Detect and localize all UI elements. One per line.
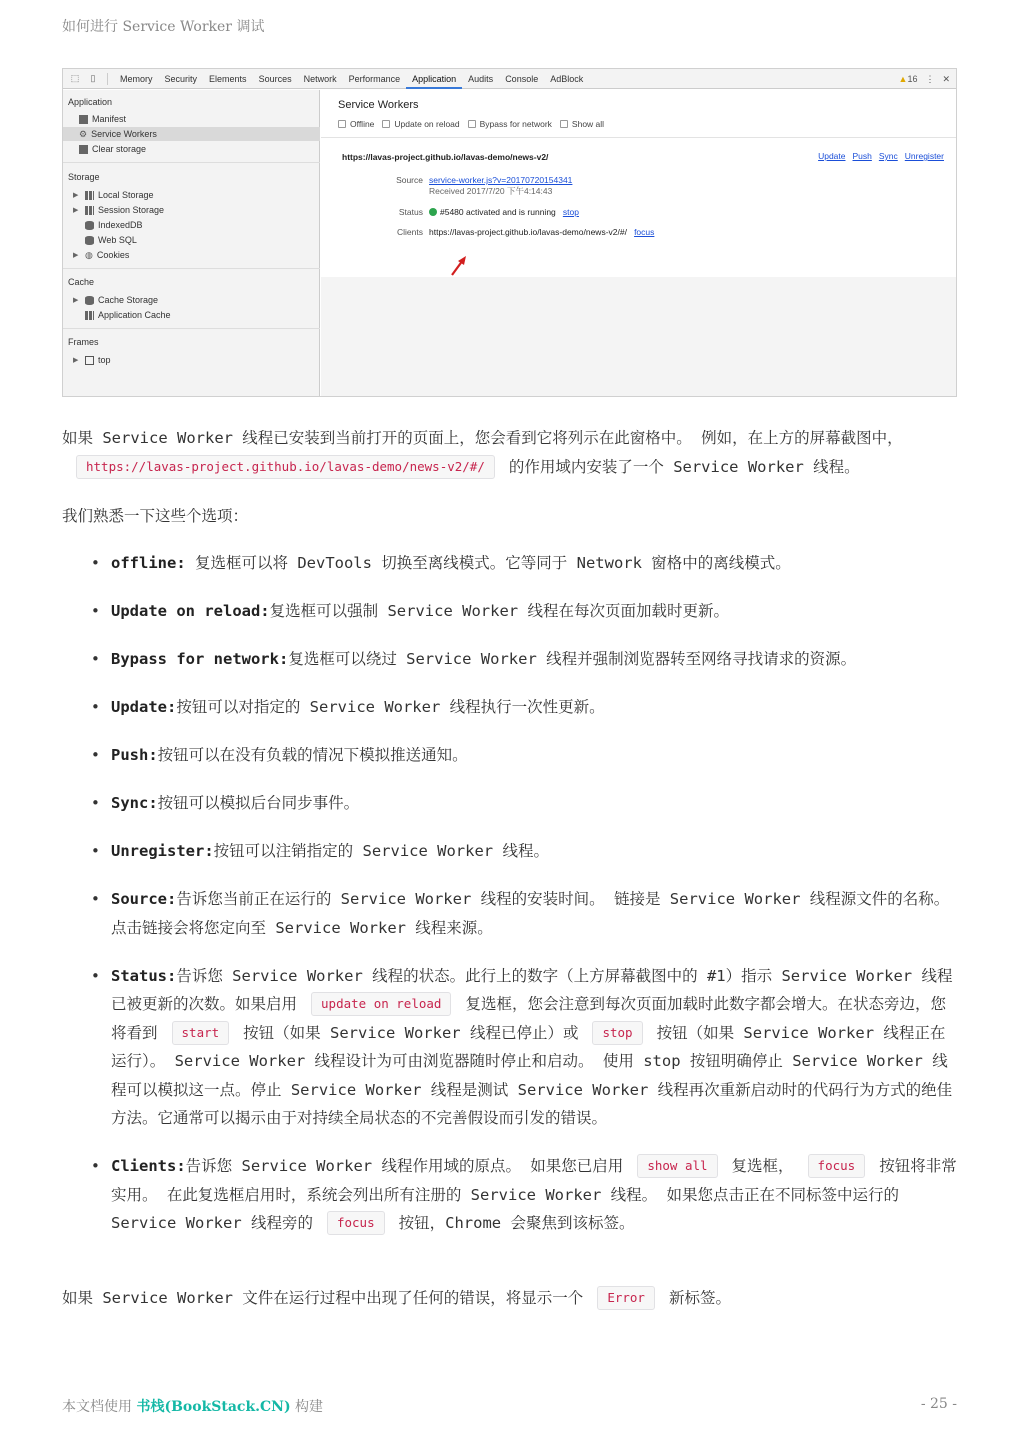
expand-icon[interactable]: ▶ xyxy=(73,192,79,199)
sidebar-item-local-storage[interactable]: ▶ Local Storage xyxy=(73,190,154,200)
list-item-update: • Update:按钮可以对指定的 Service Worker 线程执行一次性更新。 xyxy=(90,693,958,722)
bypass-for-network-checkbox[interactable]: Bypass for network xyxy=(468,119,552,129)
devtools-screenshot xyxy=(62,68,957,397)
list-item-unregister: • Unregister:按钮可以注销指定的 Service Worker 线程。 xyxy=(90,837,958,866)
toolbar-divider xyxy=(107,73,108,85)
inline-code-focus: focus xyxy=(327,1211,385,1235)
more-menu-icon[interactable]: ⋮ xyxy=(925,73,935,84)
sidebar-item-websql[interactable]: Web SQL xyxy=(85,233,137,247)
list-item-sync: • Sync:按钮可以模拟后台同步事件。 xyxy=(90,789,958,818)
sidebar-group-cache: Cache xyxy=(68,277,95,287)
warning-indicator[interactable] xyxy=(899,74,918,84)
panel-options xyxy=(338,119,604,129)
expand-icon[interactable]: ▶ xyxy=(73,252,79,259)
sidebar-item-manifest[interactable]: Manifest xyxy=(79,112,126,126)
list-item-source: • Source:告诉您当前正在运行的 Service Worker 线程的安装时间。 链接是 Service Worker 线程源文件的名称。点击链接会将您定向至 Service Worker 线程来源。 xyxy=(90,885,958,942)
cookie-icon: ◍ xyxy=(85,249,93,260)
sidebar-item-indexeddb[interactable]: IndexedDB xyxy=(85,218,143,232)
grid-icon xyxy=(85,311,94,320)
inspect-icon[interactable]: ⬚ xyxy=(70,73,80,83)
tab-security[interactable]: Security xyxy=(164,73,198,84)
database-icon xyxy=(85,221,94,230)
sidebar-item-top-frame[interactable]: ▶ top xyxy=(73,355,111,365)
list-item-offline: • offline: 复选框可以将 DevTools 切换至离线模式。它等同于 Network 窗格中的离线模式。 xyxy=(90,549,958,578)
sidebar-item-clear-storage[interactable]: Clear storage xyxy=(79,142,146,156)
application-sidebar xyxy=(63,90,320,397)
clients-url: https://lavas-project.github.io/lavas-demo/news-v2/#/ xyxy=(429,227,627,237)
devtools-toolbar xyxy=(63,69,956,89)
update-link[interactable]: Update xyxy=(818,151,846,161)
trash-icon xyxy=(79,145,88,154)
sidebar-item-application-cache[interactable]: Application Cache xyxy=(85,308,171,322)
status-value xyxy=(429,207,579,217)
tab-elements[interactable]: Elements xyxy=(209,73,247,84)
sidebar-group-storage: Storage xyxy=(68,172,100,182)
warning-count: 16 xyxy=(907,74,918,84)
update-on-reload-checkbox[interactable]: Update on reload xyxy=(382,119,459,129)
tab-sources[interactable]: Sources xyxy=(258,73,292,84)
database-icon xyxy=(85,296,94,305)
intro-paragraph: 如果 Service Worker 线程已安装到当前打开的页面上，您会看到它将列示在此窗格中。 例如，在上方的屏幕截图中，https://lavas-project.github.io/lavas-demo/news-v2/#/ 的作用域内安装了一个 Service Worker 线程。 xyxy=(62,424,957,481)
sidebar-divider xyxy=(63,268,320,269)
checkbox-box[interactable] xyxy=(382,120,390,128)
sidebar-item-service-workers[interactable]: ⚙ Service Workers xyxy=(63,127,320,141)
tab-adblock[interactable]: AdBlock xyxy=(550,73,584,84)
inline-code-update-on-reload: update on reload xyxy=(311,992,451,1016)
source-link[interactable]: service-worker.js?v=20170720154341 xyxy=(429,175,573,185)
tab-performance[interactable]: Performance xyxy=(348,73,401,84)
clients-label: Clients xyxy=(397,227,423,237)
expand-icon[interactable]: ▶ xyxy=(73,207,79,214)
sidebar-item-cookies[interactable]: ▶ ◍ Cookies xyxy=(73,249,130,260)
inline-code-start: start xyxy=(172,1021,230,1045)
gear-icon: ⚙ xyxy=(79,128,88,139)
sidebar-divider xyxy=(63,162,320,163)
sidebar-group-application: Application xyxy=(68,97,113,107)
inline-code-scope-url: https://lavas-project.github.io/lavas-demo/news-v2/#/ xyxy=(76,455,495,479)
list-item-clients: • Clients:告诉您 Service Worker 线程作用域的原点。 如果您已启用 show all 复选框， focus 按钮将非常实用。 在此复选框启用时，系统会列出所有注册的 Service Worker 线程。 如果您点击正在不同标签中运行的 Service Worker 线程旁的 focus 按钮，Chrome 会聚焦到该标签。 xyxy=(90,1152,958,1238)
status-text: #5480 activated and is running xyxy=(440,207,556,217)
sidebar-group-frames: Frames xyxy=(68,337,99,347)
tab-network[interactable]: Network xyxy=(303,73,337,84)
offline-checkbox[interactable]: Offline xyxy=(338,119,374,129)
document-icon xyxy=(79,115,88,124)
warning-icon: ▲ xyxy=(898,74,908,84)
list-item-push: • Push:按钮可以在没有负载的情况下模拟推送通知。 xyxy=(90,741,958,770)
footer-brand-link[interactable]: 书栈(BookStack.CN) xyxy=(136,1399,291,1415)
show-all-checkbox[interactable]: Show all xyxy=(560,119,604,129)
grid-icon xyxy=(85,191,94,200)
unregister-link[interactable]: Unregister xyxy=(904,151,944,161)
focus-link[interactable]: focus xyxy=(634,227,655,237)
received-time: Received 2017/7/20 下午4:14:43 xyxy=(429,186,553,196)
options-intro: 我们熟悉一下这些个选项： xyxy=(62,507,249,525)
inline-code-show-all: show all xyxy=(637,1154,717,1178)
checkbox-box[interactable] xyxy=(560,120,568,128)
checkbox-box[interactable] xyxy=(468,120,476,128)
grid-icon xyxy=(85,206,94,215)
checkbox-box[interactable] xyxy=(338,120,346,128)
error-paragraph: 如果 Service Worker 文件在运行过程中出现了任何的错误，将显示一个 Error 新标签。 xyxy=(62,1284,957,1313)
device-icon[interactable]: ▯ xyxy=(90,73,96,83)
list-item-bypass-for-network: • Bypass for network:复选框可以绕过 Service Worker 线程并强制浏览器转至网络寻找请求的资源。 xyxy=(90,645,958,674)
list-item-status: • Status:告诉您 Service Worker 线程的状态。此行上的数字（上方屏幕截图中的 #1）指示 Service Worker 线程已被更新的次数。如果启用 update on reload 复选框，您会注意到每次页面加载时此数字都会增大。在状态旁边，您将看到 start 按钮（如果 Service Worker 线程已停止）或 stop 按钮（如果 Service Worker 线程正在运行）。 Service Worker 线程设计为可由浏览器随时停止和启动。 使用 stop 按钮明确停止 Service Worker 线程可以模拟这一点。停止 Service Worker 线程是测试 Service Worker 线程再次重新启动时的代码行为方式的绝佳方法。它通常可以揭示由于对持续全局状态的不完善假设而引发的错误。 xyxy=(90,962,958,1133)
worker-scope: https://lavas-project.github.io/lavas-demo/news-v2/ xyxy=(342,152,549,162)
worker-actions xyxy=(818,151,944,161)
frame-icon xyxy=(85,356,94,365)
expand-icon[interactable]: ▶ xyxy=(73,357,79,364)
tab-console[interactable]: Console xyxy=(505,73,539,84)
options-list xyxy=(90,549,958,1257)
source-value xyxy=(429,175,572,197)
sidebar-item-cache-storage[interactable]: ▶ Cache Storage xyxy=(73,295,159,305)
panel-title: Service Workers xyxy=(338,99,419,111)
clients-value xyxy=(429,227,654,237)
tab-application[interactable]: Application xyxy=(406,69,462,89)
push-link[interactable]: Push xyxy=(852,151,872,161)
panel-divider xyxy=(321,137,956,138)
tab-audits[interactable]: Audits xyxy=(468,73,494,84)
inline-code-stop: stop xyxy=(592,1021,642,1045)
status-running-icon xyxy=(429,208,437,216)
expand-icon[interactable]: ▶ xyxy=(73,297,79,304)
list-item-update-on-reload: • Update on reload:复选框可以强制 Service Worker 线程在每次页面加载时更新。 xyxy=(90,597,958,626)
red-arrow-icon xyxy=(449,254,469,278)
footer-credit: 本文档使用 书栈(BookStack.CN) 构建 xyxy=(62,1399,324,1415)
tab-memory[interactable]: Memory xyxy=(120,73,153,84)
sidebar-item-session-storage[interactable]: ▶ Session Storage xyxy=(73,205,165,215)
stop-link[interactable]: stop xyxy=(562,207,579,217)
page-header-title: 如何进行 Service Worker 调试 xyxy=(62,19,265,35)
database-icon xyxy=(85,236,94,245)
source-label: Source xyxy=(396,175,423,185)
inline-code-focus: focus xyxy=(808,1154,866,1178)
inline-code-error: Error xyxy=(597,1286,655,1310)
status-label: Status xyxy=(398,207,423,217)
close-icon[interactable]: ✕ xyxy=(942,73,950,84)
service-workers-panel xyxy=(321,90,956,397)
panel-empty-area xyxy=(321,277,956,397)
sync-link[interactable]: Sync xyxy=(878,151,898,161)
page-number: - 25 - xyxy=(920,1396,957,1412)
sidebar-divider xyxy=(63,328,320,329)
